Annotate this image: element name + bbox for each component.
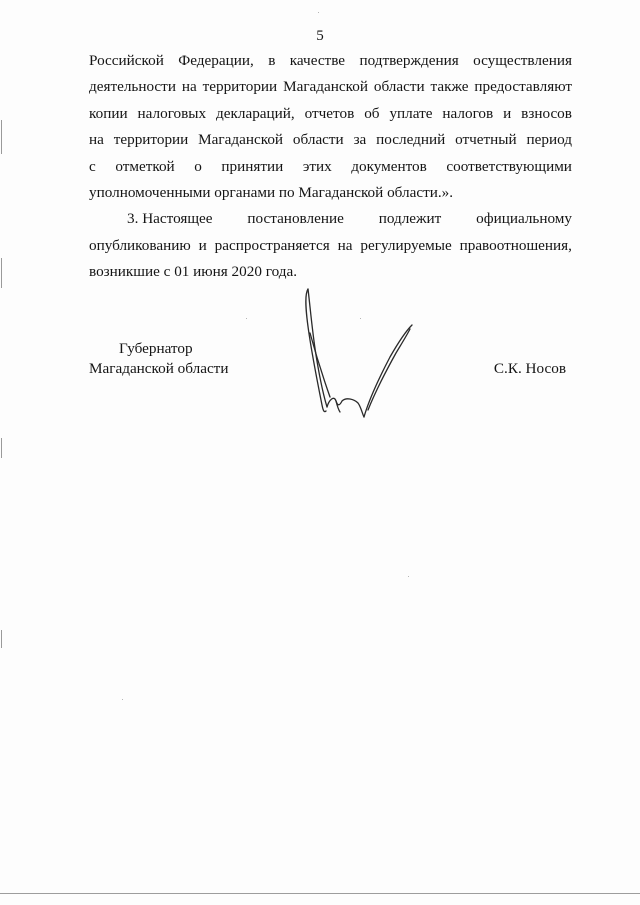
word: предоставляют	[474, 78, 572, 96]
paragraph-3-line-2	[89, 233, 572, 259]
signatory-title-line-1: Губернатор	[119, 340, 193, 357]
word: о	[194, 157, 202, 175]
text-line-6: уполномоченными органами по Магаданской области.».	[89, 183, 454, 201]
signatory-title-line-2: Магаданской области	[89, 360, 229, 377]
word: соответствующими	[446, 157, 572, 175]
word: Федерации,	[178, 52, 254, 69]
scan-dot	[246, 318, 247, 319]
text-line-3	[89, 101, 572, 127]
word: области	[373, 78, 425, 96]
word: период	[526, 131, 572, 149]
scan-dot	[408, 576, 409, 577]
word: области	[292, 131, 344, 149]
word: на	[89, 131, 104, 149]
scan-artifact	[1, 258, 2, 288]
scan-dot	[122, 699, 123, 700]
word: последний	[376, 131, 446, 149]
scan-artifact	[1, 120, 2, 154]
word: 3. Настоящее	[127, 210, 213, 228]
word: опубликованию	[89, 236, 191, 254]
word: Магаданской	[283, 78, 368, 96]
word: на	[181, 78, 197, 96]
word: деклараций,	[216, 104, 295, 122]
word: отметкой	[115, 157, 175, 175]
word: взносов	[521, 104, 572, 122]
word: деятельности	[89, 78, 176, 96]
word: за	[353, 131, 367, 149]
word: Российской	[89, 52, 164, 69]
word: территории	[202, 78, 278, 96]
word: официальному	[476, 210, 572, 228]
word: отчетный	[455, 131, 517, 149]
word: отчетов	[304, 104, 355, 122]
scan-dot	[360, 318, 361, 319]
word: территории	[113, 131, 189, 149]
word: уплате	[389, 104, 433, 122]
signatory-name: С.К. Носов	[493, 360, 566, 377]
body-text	[89, 48, 572, 286]
word: этих	[302, 157, 332, 175]
word: документов	[351, 157, 427, 175]
word: подтверждения	[359, 52, 459, 69]
text-line-2	[89, 74, 572, 100]
word: Магаданской	[198, 131, 284, 149]
word: правоотношения,	[459, 236, 572, 254]
scan-artifact	[1, 630, 2, 648]
word: на	[337, 236, 353, 254]
scan-dot	[318, 12, 319, 13]
word: и	[198, 236, 207, 254]
word: налогов	[442, 104, 494, 122]
text-line-1	[89, 48, 572, 74]
word: и	[503, 104, 512, 122]
paragraph-3-line-1	[89, 206, 572, 232]
word: осуществления	[473, 52, 572, 69]
handwritten-signature	[296, 285, 416, 425]
page-number: 5	[316, 28, 324, 44]
scan-artifact	[1, 438, 2, 458]
text-line-4	[89, 127, 572, 153]
word: распространяется	[214, 236, 330, 254]
text-line-5	[89, 154, 572, 180]
word: подлежит	[378, 210, 442, 228]
word: также	[430, 78, 469, 96]
word: копии	[89, 104, 128, 122]
word: об	[364, 104, 380, 122]
word: принятии	[221, 157, 284, 175]
paragraph-3-line-3: возникшие с 01 июня 2020 года.	[89, 263, 298, 281]
word: налоговых	[137, 104, 207, 122]
bottom-edge-line	[0, 893, 640, 894]
word: постановление	[247, 210, 344, 228]
word: в	[268, 52, 276, 69]
word: регулируемые	[360, 236, 452, 254]
signatory-title	[89, 339, 228, 379]
word: с	[89, 157, 96, 175]
word: качестве	[289, 52, 346, 69]
